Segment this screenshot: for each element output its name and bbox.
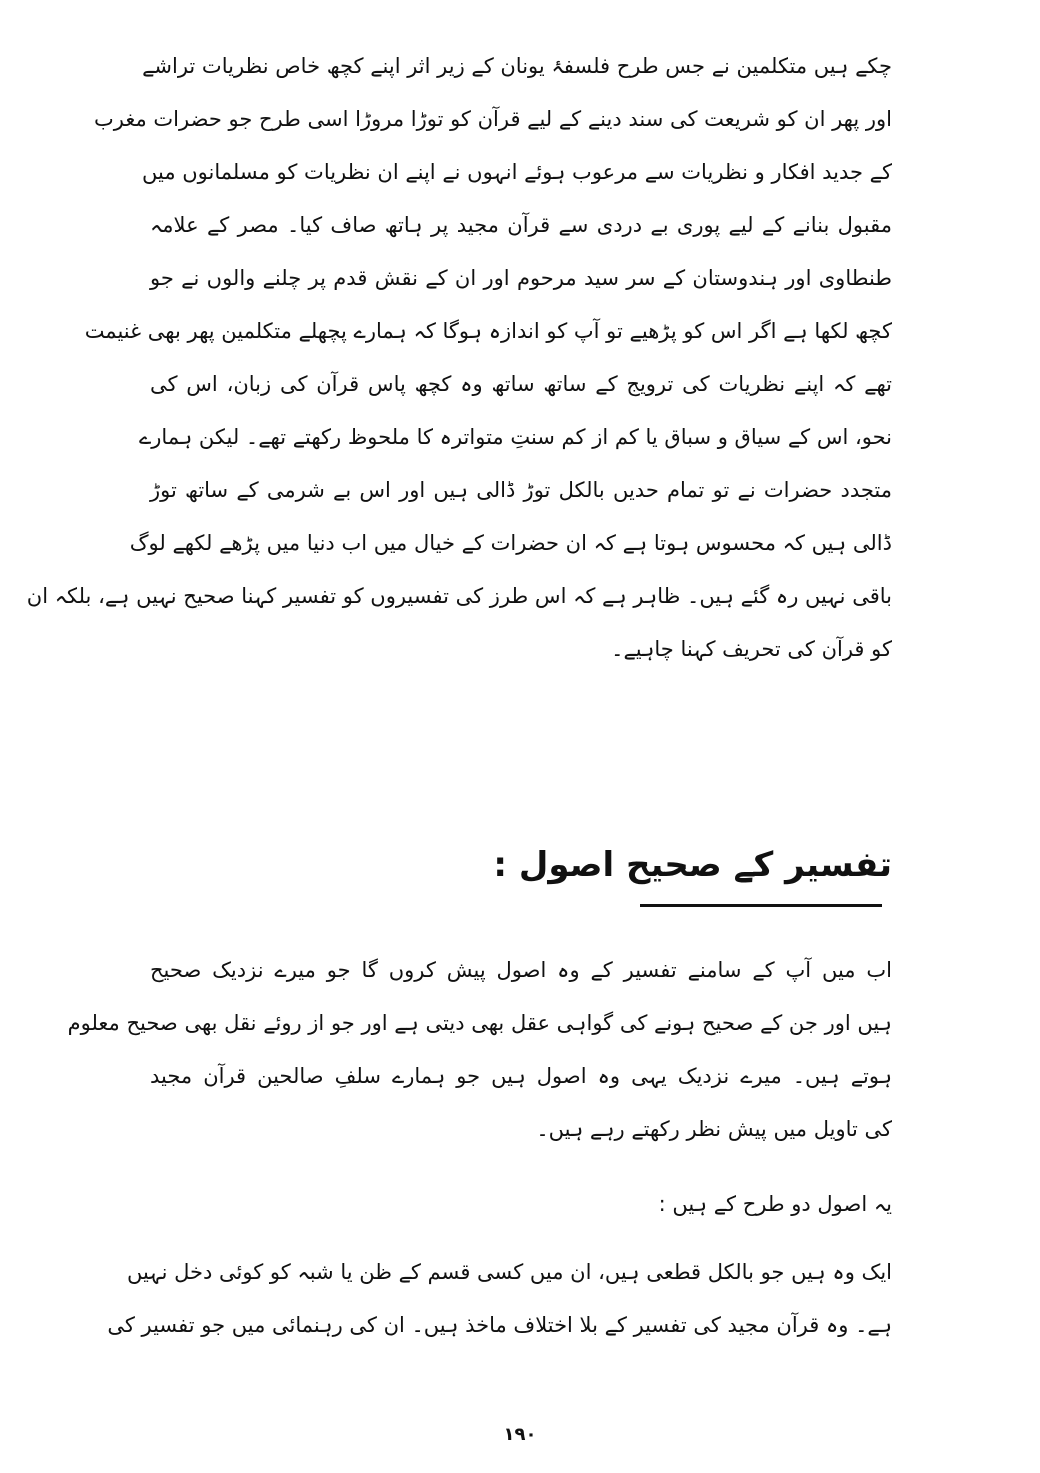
text-line: ہیں اور جن کے صحیح ہونے کی گواہی عقل بھی دیتی ہے اور جو از روئے نقل بھی صحیح معلوم bbox=[67, 1011, 892, 1035]
text-line: ڈالی ہیں کہ محسوس ہوتا ہے کہ ان حضرات کے خیال میں اب دنیا میں پڑھے لکھے لوگ bbox=[129, 531, 892, 555]
text-line: کو قرآن کی تحریف کہنا چاہیے۔ bbox=[611, 637, 892, 661]
paragraph-3 bbox=[150, 1178, 892, 1231]
text-line: کی تاویل میں پیش نظر رکھتے رہے ہیں۔ bbox=[536, 1117, 892, 1141]
text-line: باقی نہیں رہ گئے ہیں۔ ظاہر ہے کہ اس طرز کی تفسیروں کو تفسیر کہنا صحیح نہیں ہے، بلکہ ان bbox=[26, 584, 892, 608]
text-line: یہ اصول دو طرح کے ہیں : bbox=[658, 1192, 892, 1216]
text-line: اور پھر ان کو شریعت کی سند دینے کے لیے قرآن کو توڑا مروڑا اسی طرح جو حضرات مغرب bbox=[94, 107, 892, 131]
text-line: اب میں آپ کے سامنے تفسیر کے وہ اصول پیش کروں گا جو میرے نزدیک صحیح bbox=[150, 958, 892, 982]
paragraph-4 bbox=[107, 1246, 892, 1352]
text-line: ہے۔ وہ قرآن مجید کی تفسیر کے بلا اختلاف ماخذ ہیں۔ ان کی رہنمائی میں جو تفسیر کی bbox=[107, 1313, 892, 1337]
text-line: ایک وہ ہیں جو بالکل قطعی ہیں، ان میں کسی قسم کے ظن یا شبہ کو کوئی دخل نہیں bbox=[126, 1260, 892, 1284]
text-line: طنطاوی اور ہندوستان کے سر سید مرحوم اور ان کے نقش قدم پر چلنے والوں نے جو bbox=[150, 266, 892, 290]
paragraph-2 bbox=[67, 944, 892, 1156]
paragraph-1 bbox=[26, 40, 892, 676]
text-line: نحو، اس کے سیاق و سباق یا کم از کم سنتِ متواترہ کا ملحوظ رکھتے تھے۔ لیکن ہمارے bbox=[138, 425, 892, 449]
section-heading: تفسیر کے صحیح اصول : bbox=[493, 845, 892, 885]
text-line: تھے کہ اپنے نظریات کی ترویج کے ساتھ ساتھ وہ کچھ پاس قرآن کی زبان، اس کی bbox=[150, 372, 892, 396]
text-line: متجدد حضرات نے تو تمام حدیں بالکل توڑ ڈالی ہیں اور اس بے شرمی کے ساتھ توڑ bbox=[150, 478, 892, 502]
text-line: کچھ لکھا ہے اگر اس کو پڑھیے تو آپ کو اندازہ ہوگا کہ ہمارے پچھلے متکلمین پھر بھی غنیمت bbox=[84, 319, 892, 343]
page-number: ۱۹۰ bbox=[503, 1424, 537, 1445]
heading-underline bbox=[640, 904, 882, 907]
text-line: ہوتے ہیں۔ میرے نزدیک یہی وہ اصول ہیں جو ہمارے سلفِ صالحین قرآن مجید bbox=[150, 1064, 892, 1088]
text-line: کے جدید افکار و نظریات سے مرعوب ہوئے انہوں نے اپنے ان نظریات کو مسلمانوں میں bbox=[142, 160, 892, 184]
text-line: چکے ہیں متکلمین نے جس طرح فلسفۂ یونان کے زیر اثر اپنے کچھ خاص نظریات تراشے bbox=[142, 54, 892, 78]
text-line: مقبول بنانے کے لیے پوری بے دردی سے قرآن مجید پر ہاتھ صاف کیا۔ مصر کے علامہ bbox=[150, 213, 892, 237]
